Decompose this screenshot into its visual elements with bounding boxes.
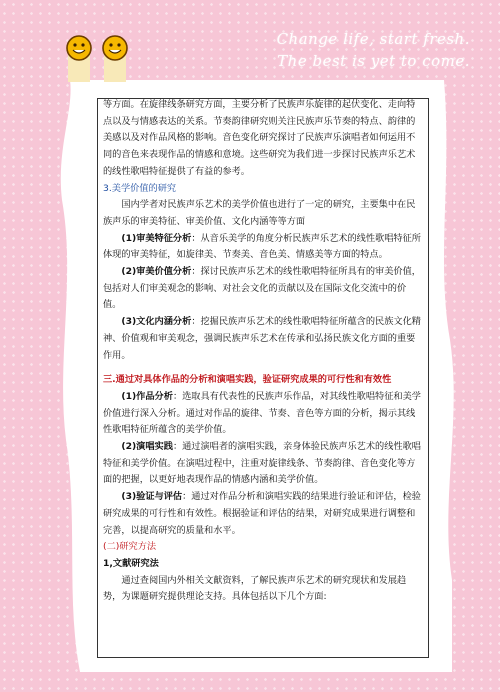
heading-methods: (二)研究方法 <box>103 541 157 553</box>
heading-literature-method: 1,文献研究法 <box>103 557 159 569</box>
paragraph-aesthetic: 国内学者对民族声乐艺术的美学价值也进行了一定的研究，主要集中在民族声乐的审美特征、审美价值、文化内涵等等方面 <box>103 199 416 227</box>
item-work-analysis: (1)作品分析：选取具有代表性的民族声乐作品，对其线性歌唱特征和美学价值进行深入分析。通过对作品的旋律、节奏、音色等方面的分析，揭示其线性歌唱特征所蕴含的美学价值。 <box>103 390 421 436</box>
slogan-line-2: The best is yet to come. <box>277 52 470 70</box>
paragraph-intro: 等方面。在旋律线条研究方面，主要分析了民族声乐旋律的起伏变化、走向特点以及与情感表达的关系。节奏韵律研究则关注民族声乐节奏的特点、韵律的美感以及对作品风格的影响。音色变化研究探讨了民族声乐演唱者如何运用不同的音色来表现作品的情感和意境。这些研究为我们进一步探讨民族声乐艺术的线性歌唱特征提供了有益的参考。 <box>103 99 416 177</box>
slogan-line-1: Change life, start fresh. <box>276 30 470 48</box>
document-content <box>103 97 423 606</box>
heading-aesthetic-value: 3.美学价值的研究 <box>103 182 177 194</box>
heading-verification: 三.通过对具体作品的分析和演唱实践，验证研究成果的可行性和有效性 <box>103 374 392 386</box>
item-verification: (3)验证与评估：通过对作品分析和演唱实践的结果进行验证和评估，检验研究成果的可行性和有效性。根据验证和评估的结果，对研究成果进行调整和完善，以提高研究的质量和水平。 <box>103 491 421 536</box>
item-aesthetic-value: (2)审美价值分析：探讨民族声乐艺术的线性歌唱特征所具有的审美价值，包括对人们审美观念的影响、对社会文化的贡献以及在国际文化交流中的价值。 <box>103 266 421 311</box>
item-cultural-meaning: (3)文化内涵分析：挖掘民族声乐艺术的线性歌唱特征所蕴含的民族文化精神、价值观和审美观念，强调民族声乐艺术在传承和弘扬民族文化方面的重要作用。 <box>103 316 421 361</box>
smiley-sticker-icon <box>58 34 138 82</box>
item-aesthetic-feature: (1)审美特征分析：从音乐美学的角度分析民族声乐艺术的线性歌唱特征所体现的审美特征，如旋律美、节奏美、音色美、情感美等方面的特点。 <box>103 232 421 261</box>
item-singing-practice: (2)演唱实践：通过演唱者的演唱实践，亲身体验民族声乐艺术的线性歌唱特征和美学价值。在演唱过程中，注重对旋律线条、节奏韵律、音色变化等方面的把握，以更好地表现作品的情感内涵和美学价值。 <box>103 441 421 486</box>
paragraph-literature: 通过查阅国内外相关文献资料，了解民族声乐艺术的研究现状和发展趋势，为课题研究提供理论支持。具体包括以下几个方面: <box>103 574 407 603</box>
